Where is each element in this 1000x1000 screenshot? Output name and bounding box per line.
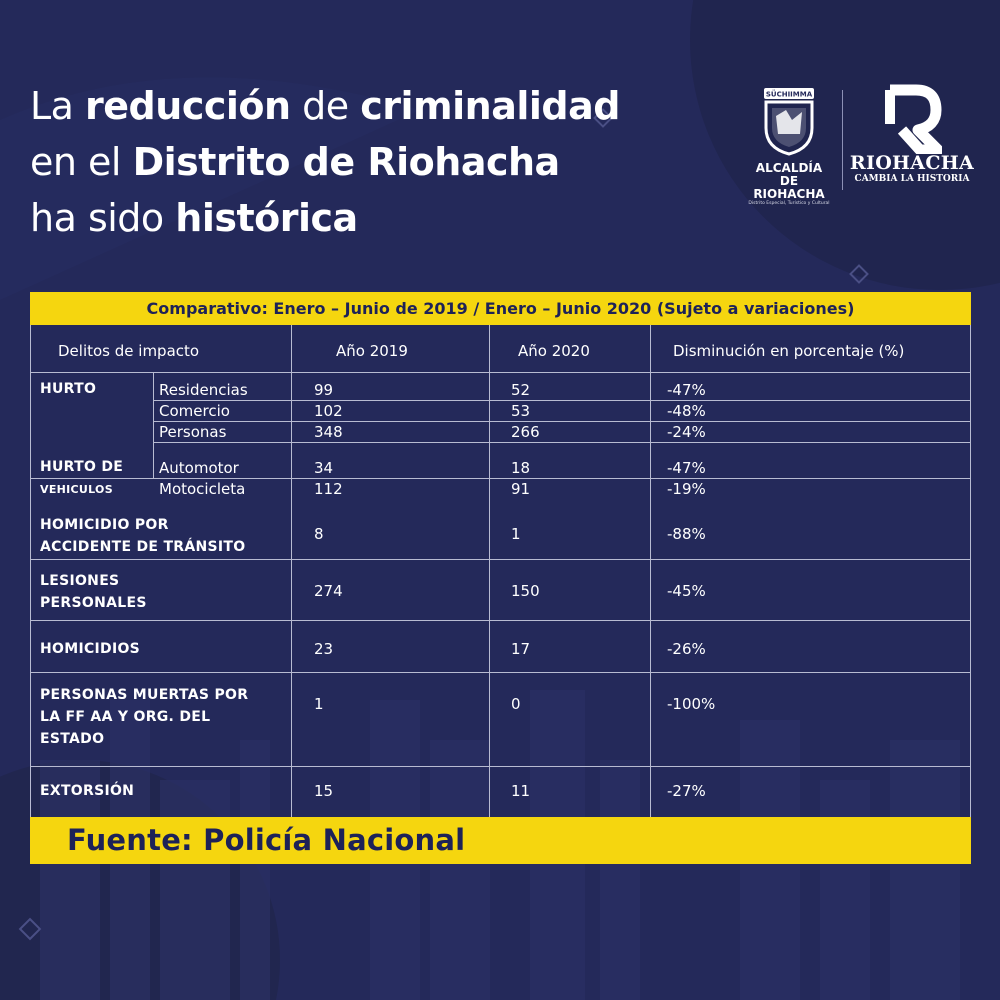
value-2019: 274 [314, 582, 343, 600]
grid-line [291, 325, 292, 817]
row-label: LESIONES PERSONALES [40, 573, 147, 611]
value-2020: 0 [511, 695, 521, 713]
row-label: HOMICIDIO POR ACCIDENTE DE TRÁNSITO [40, 517, 246, 555]
value-percent: -24% [667, 423, 706, 441]
riohacha-r-icon [882, 84, 942, 154]
row-label: PERSONAS MUERTAS POR LA FF AA Y ORG. DEL ESTADO [40, 687, 249, 747]
source-footer: Fuente: Policía Nacional [30, 817, 971, 864]
riohacha-name: RIOHACHA [849, 152, 975, 174]
alcaldia-logo [748, 86, 830, 207]
value-2020: 17 [511, 640, 531, 658]
value-2019: 112 [314, 480, 343, 498]
row-label: HOMICIDIOS [40, 641, 141, 657]
value-2019: 102 [314, 402, 343, 420]
value-2019: 8 [314, 525, 324, 543]
svg-text:SÜCHIIMMA: SÜCHIIMMA [765, 90, 813, 99]
value-2019: 348 [314, 423, 343, 441]
grid-line [30, 325, 31, 817]
grid-line [30, 559, 971, 560]
grid-line [30, 672, 971, 673]
alcaldia-name: ALCALDÍA DE RIOHACHA [753, 161, 825, 201]
grid-line [30, 620, 971, 621]
grid-line [30, 766, 971, 767]
value-percent: -19% [667, 480, 706, 498]
value-2019: 1 [314, 695, 324, 713]
value-percent: -47% [667, 459, 706, 477]
value-2019: 23 [314, 640, 334, 658]
grid-line [153, 421, 971, 422]
row-label: Motocicleta [159, 480, 246, 498]
value-2020: 53 [511, 402, 531, 420]
table-caption: Comparativo: Enero – Junio de 2019 / Enero – Junio 2020 (Sujeto a variaciones) [30, 292, 971, 325]
value-percent: -26% [667, 640, 706, 658]
logo-divider [842, 90, 843, 190]
value-2020: 91 [511, 480, 531, 498]
grid-line [489, 325, 490, 817]
grid-line [970, 325, 971, 817]
value-percent: -47% [667, 381, 706, 399]
crime-comparison-table [30, 292, 971, 864]
grid-line [650, 325, 651, 817]
value-2019: 99 [314, 381, 334, 399]
column-header-disminucion: Disminución en porcentaje (%) [673, 342, 905, 360]
row-label: Residencias [159, 381, 248, 399]
group-label-hurto: HURTO [40, 381, 97, 397]
value-2019: 34 [314, 459, 334, 477]
value-percent: -88% [667, 525, 706, 543]
coat-of-arms-icon [756, 86, 822, 156]
grid-line [153, 442, 971, 443]
row-label: Comercio [159, 402, 230, 420]
page-title: La reducción de criminalidad en el Distrito de Riohacha ha sido histórica [30, 84, 620, 240]
row-label: Automotor [159, 459, 239, 477]
value-2020: 52 [511, 381, 531, 399]
value-2020: 150 [511, 582, 540, 600]
value-percent: -45% [667, 582, 706, 600]
group-label-hurto-vehiculos: HURTO DE VEHICULOS [40, 459, 124, 496]
column-header-2019: Año 2019 [336, 342, 408, 360]
riohacha-logo [848, 84, 976, 185]
column-header-2020: Año 2020 [518, 342, 590, 360]
row-label: Personas [159, 423, 227, 441]
grid-line [30, 372, 971, 373]
alcaldia-subtitle: Distrito Especial, Turístico y Cultural [748, 201, 830, 206]
row-label: EXTORSIÓN [40, 783, 135, 799]
riohacha-tagline: CAMBIA LA HISTORIA [854, 174, 970, 184]
value-percent: -100% [667, 695, 716, 713]
value-2020: 1 [511, 525, 521, 543]
grid-line [153, 400, 971, 401]
grid-line [153, 372, 154, 478]
value-2020: 11 [511, 782, 531, 800]
value-percent: -48% [667, 402, 706, 420]
column-header-delitos: Delitos de impacto [58, 342, 200, 360]
value-2020: 18 [511, 459, 531, 477]
value-2019: 15 [314, 782, 334, 800]
value-2020: 266 [511, 423, 540, 441]
value-percent: -27% [667, 782, 706, 800]
